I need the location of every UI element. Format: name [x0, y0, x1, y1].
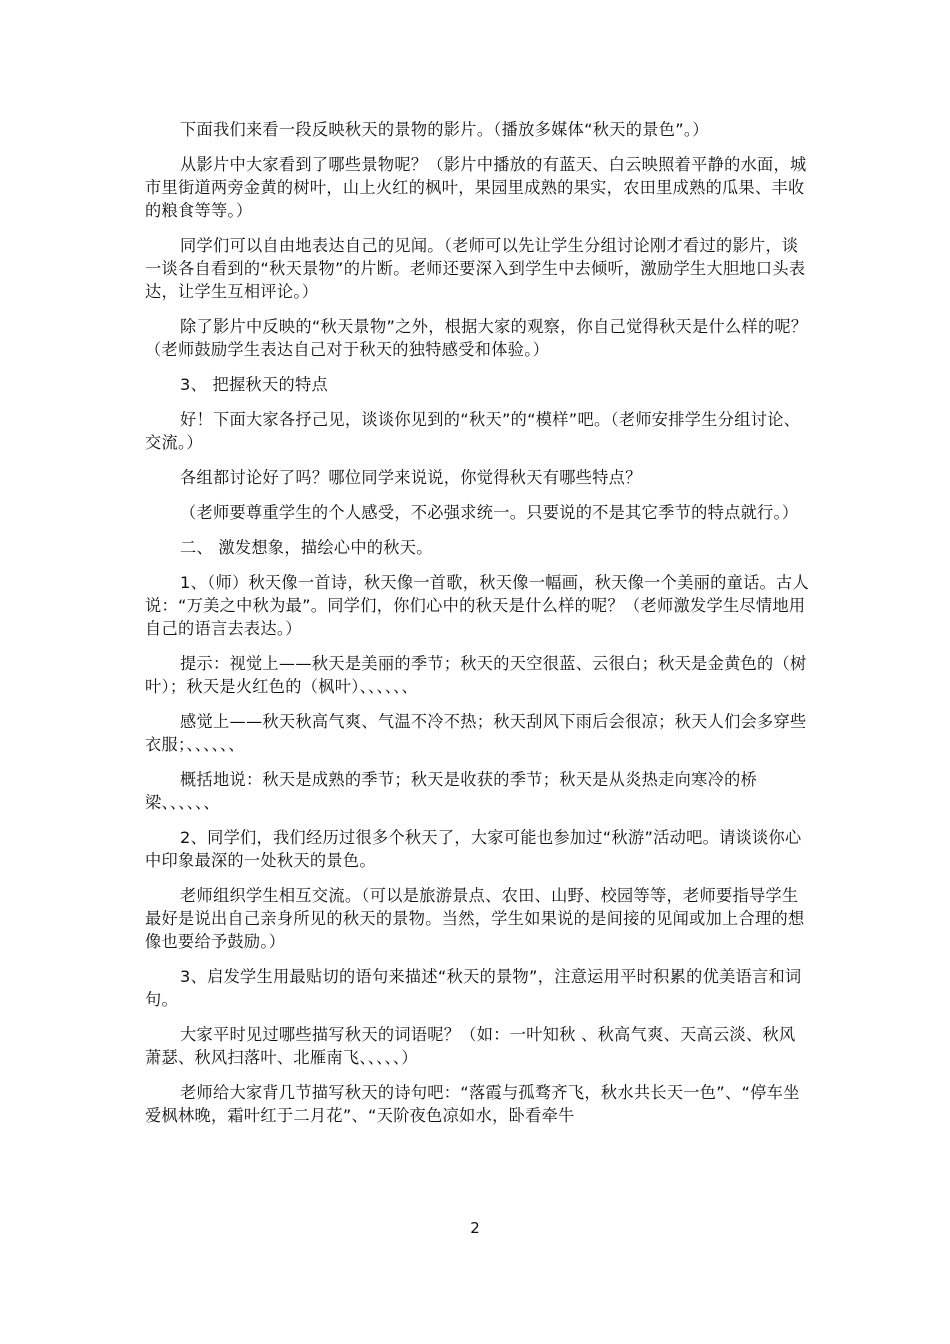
paragraph-11: 提示：视觉上——秋天是美丽的季节；秋天的天空很蓝、云很白；秋天是金黄色的（树叶）；秋天是火红色的（枫叶）、、、、、、 — [145, 654, 807, 696]
paragraph-3: 同学们可以自由地表达自己的见闻。（老师可以先让学生分组讨论刚才看过的影片，谈一谈各自看到的“秋天景物”的片断。老师还要深入到学生中去倾听，激励学生大胆地口头表达，让学生互相评论。） — [145, 236, 806, 301]
paragraph-6: 好！下面大家各抒己见，谈谈你见到的“秋天”的“模样”吧。（老师安排学生分组讨论、交流。） — [145, 410, 801, 452]
paragraph-16: 3、启发学生用最贴切的语句来描述“秋天的景物”，注意运用平时积累的优美语言和词句。 — [145, 967, 802, 1009]
document-body — [145, 118, 810, 1139]
paragraph-1: 下面我们来看一段反映秋天的景物的影片。（播放多媒体“秋天的景色”。） — [180, 120, 709, 139]
paragraph-10: 1、（师）秋天像一首诗，秋天像一首歌，秋天像一幅画，秋天像一个美丽的童话。古人说：“万美之中秋为最”。同学们，你们心中的秋天是什么样的呢？（老师激发学生尽情地用自己的语言去表达。） — [145, 573, 810, 638]
paragraph-4: 除了影片中反映的“秋天景物”之外，根据大家的观察，你自己觉得秋天是什么样的呢？（老师鼓励学生表达自己对于秋天的独特感受和体验。） — [145, 317, 808, 359]
paragraph-14: 2、同学们，我们经历过很多个秋天了，大家可能也参加过“秋游”活动吧。请谈谈你心中印象最深的一处秋天的景色。 — [145, 828, 802, 870]
section-heading-2: 二、 激发想象，描绘心中的秋天。 — [180, 538, 433, 557]
paragraph-13: 概括地说：秋天是成熟的季节；秋天是收获的季节；秋天是从炎热走向寒冷的桥梁、、、、、、 — [145, 770, 758, 812]
paragraph-12: 感觉上——秋天秋高气爽、气温不冷不热；秋天刮风下雨后会很凉；秋天人们会多穿些衣服；、、、、、、 — [145, 712, 807, 754]
page-number: 2 — [470, 1219, 480, 1237]
paragraph-7: 各组都讨论好了吗？哪位同学来说说，你觉得秋天有哪些特点？ — [180, 468, 642, 487]
section-heading-3: 3、 把握秋天的特点 — [180, 375, 328, 394]
paragraph-8: （老师要尊重学生的个人感受，不必强求统一。只要说的不是其它季节的特点就行。） — [180, 503, 799, 522]
paragraph-18: 老师给大家背几节描写秋天的诗句吧：“落霞与孤骛齐飞，秋水共长天一色”、“停车坐爱枫林晚，霜叶红于二月花”、“天阶夜色凉如水，卧看牵牛 — [145, 1083, 800, 1125]
paragraph-15: 老师组织学生相互交流。（可以是旅游景点、农田、山野、校园等等，老师要指导学生最好是说出自己亲身所见的秋天的景物。当然，学生如果说的是间接的见闻或加上合理的想像也要给予鼓励。） — [145, 886, 805, 951]
paragraph-2: 从影片中大家看到了哪些景物呢？（影片中播放的有蓝天、白云映照着平静的水面，城市里街道两旁金黄的树叶，山上火红的枫叶，果园里成熟的果实，农田里成熟的瓜果、丰收的粮食等等。） — [145, 155, 807, 220]
paragraph-17: 大家平时见过哪些描写秋天的词语呢？（如：一叶知秋 、秋高气爽、天高云淡、秋风萧瑟、秋风扫落叶、北雁南飞、、、、、） — [145, 1025, 796, 1067]
